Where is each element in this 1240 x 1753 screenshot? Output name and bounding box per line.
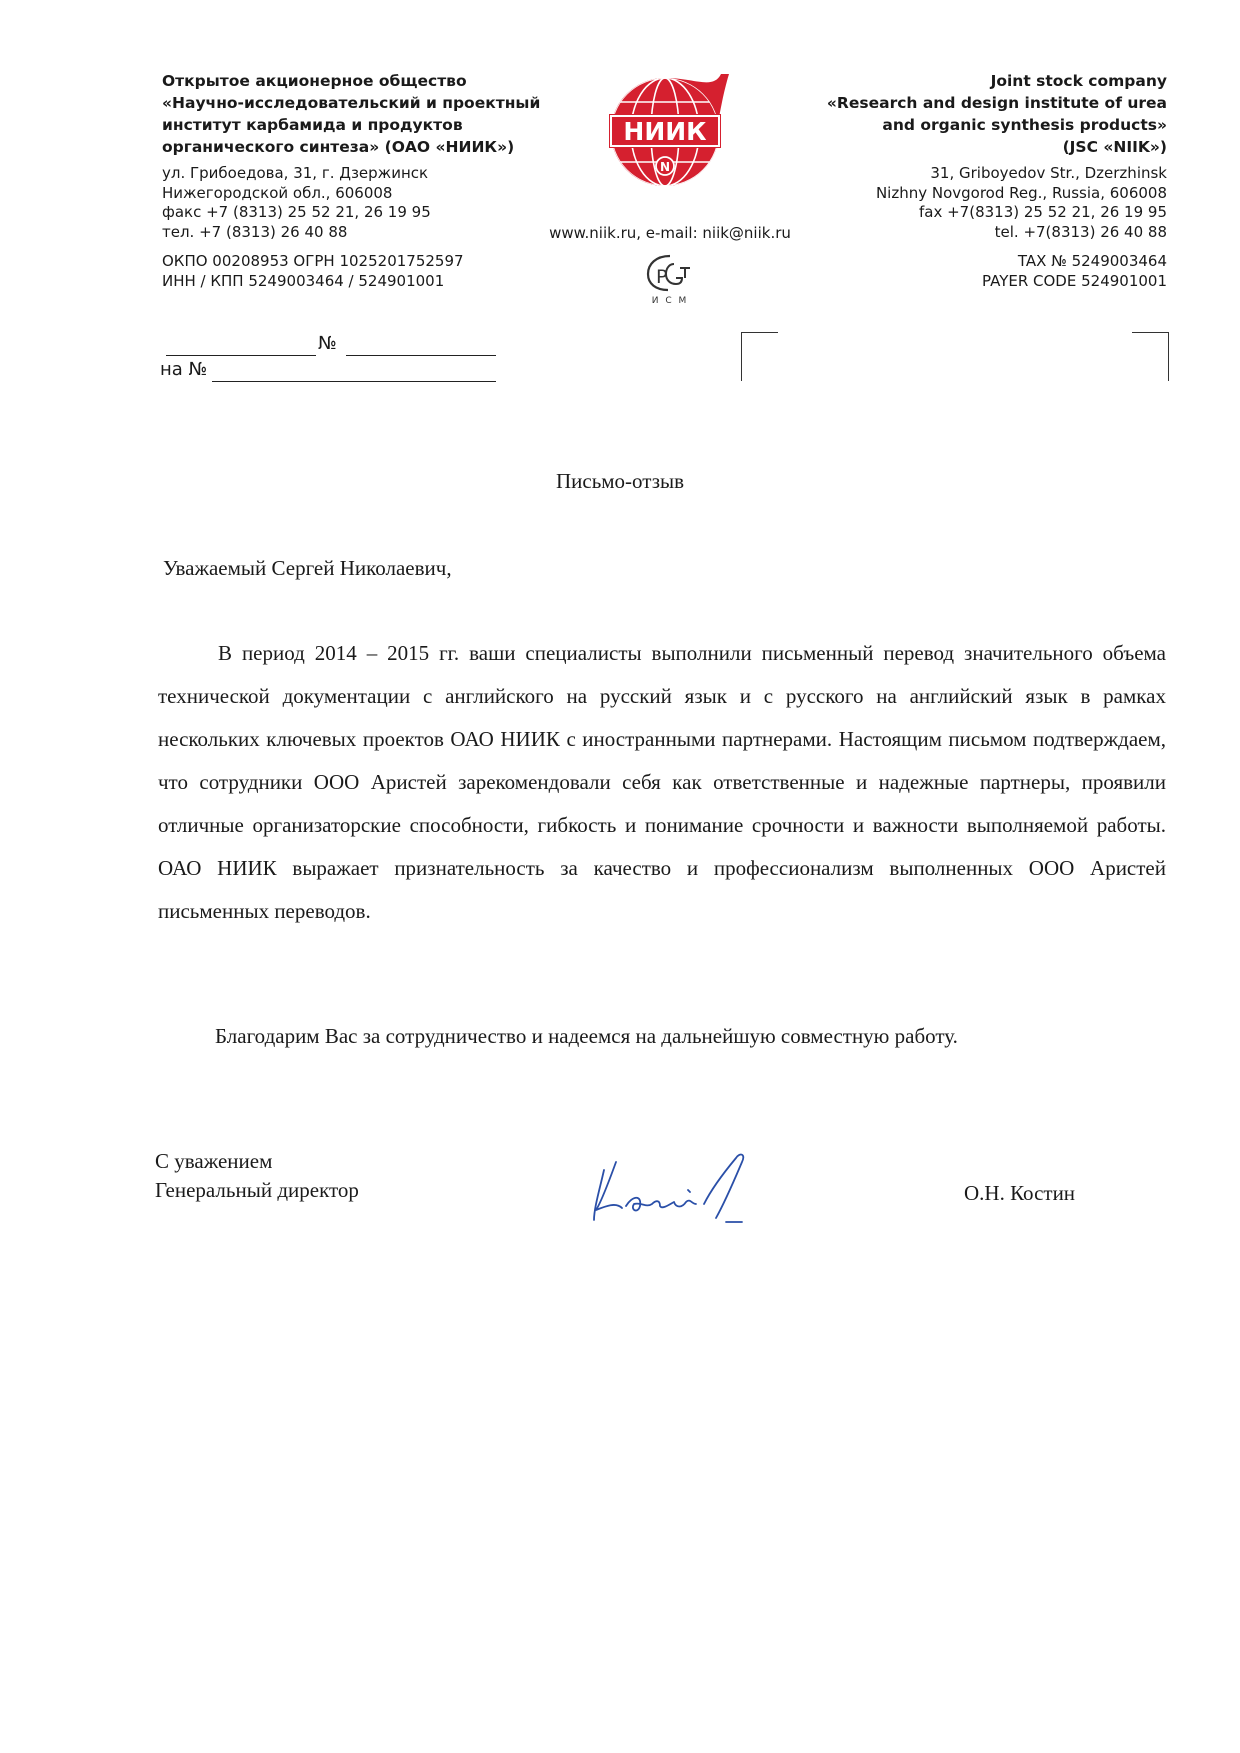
address-corner-left — [741, 332, 778, 381]
address-en: 31, Griboyedov Str., Dzerzhinsk Nizhny Novgorod Reg., Russia, 606008 fax +7(8313) 25 52 21, 26 19 95 tel. +7(8313) 26 40 88 — [875, 164, 1167, 241]
address-corner-right — [1132, 332, 1169, 381]
sender-details-ru — [162, 70, 542, 291]
website-email: www.niik.ru, e-mail: niik@niik.ru — [549, 224, 791, 242]
certification-mark-icon — [640, 250, 700, 306]
reply-number-line — [212, 359, 496, 382]
signer-position: Генеральный директор — [155, 1178, 359, 1202]
logo-text: НИИК — [623, 117, 707, 146]
date-line — [166, 333, 316, 356]
svg-text:Р: Р — [656, 266, 668, 288]
reference-fields — [160, 333, 500, 383]
closing-line: Благодарим Вас за сотрудничество и надеемся на дальнейшую совместную работу. — [215, 1024, 958, 1048]
salutation: Уважаемый Сергей Николаевич, — [163, 556, 452, 580]
reply-label: на № — [160, 359, 208, 380]
address-ru: ул. Грибоедова, 31, г. Дзержинск Нижегородской обл., 606008 факс +7 (8313) 25 52 21, 26 19 95 тел. +7 (8313) 26 40 88 — [162, 164, 431, 241]
number-line — [346, 333, 496, 356]
sender-details-en — [787, 70, 1167, 291]
registration-codes-en: TAX № 5249003464 PAYER CODE 524901001 — [982, 252, 1167, 290]
signer-name: О.Н. Костин — [964, 1181, 1076, 1205]
regards-line: С уважением — [155, 1149, 273, 1173]
niik-logo — [605, 68, 735, 206]
registration-codes-ru: ОКПО 00208953 ОГРН 1025201752597 ИНН / КПП 5249003464 / 524901001 — [162, 252, 464, 290]
logo-badge: N — [659, 160, 671, 174]
letter-body: В период 2014 – 2015 гг. ваши специалисты выполнили письменный перевод значительного объема технической документации с английского на русский язык и с русского на английский язык в рамках нескольких ключевых проектов ОАО НИИК с иностранными партнерами. Настоящим письмом подтверждаем, что сотрудники ООО Аристей зарекомендовали себя как ответственные и надежные партнеры, проявили отличные организаторские способности, гибкость и понимание срочности и важности выполняемой работы. ОАО НИИК выражает признательность за качество и профессионализм выполненных ООО Аристей письменных переводов. — [158, 641, 1166, 923]
number-label: № — [318, 333, 337, 354]
handwritten-signature — [586, 1148, 768, 1230]
org-name-ru: Открытое акционерное общество «Научно-исследовательский и проектный институт карбамида и продуктов органического синтеза» (ОАО «НИИК») — [162, 72, 541, 156]
org-name-en: Joint stock company «Research and design institute of urea and organic synthesis products» (JSC «NIIK») — [826, 72, 1167, 156]
regards-block — [155, 1147, 359, 1205]
letter-title: Письмо-отзыв — [555, 469, 685, 493]
cert-caption: И С М — [651, 296, 689, 306]
